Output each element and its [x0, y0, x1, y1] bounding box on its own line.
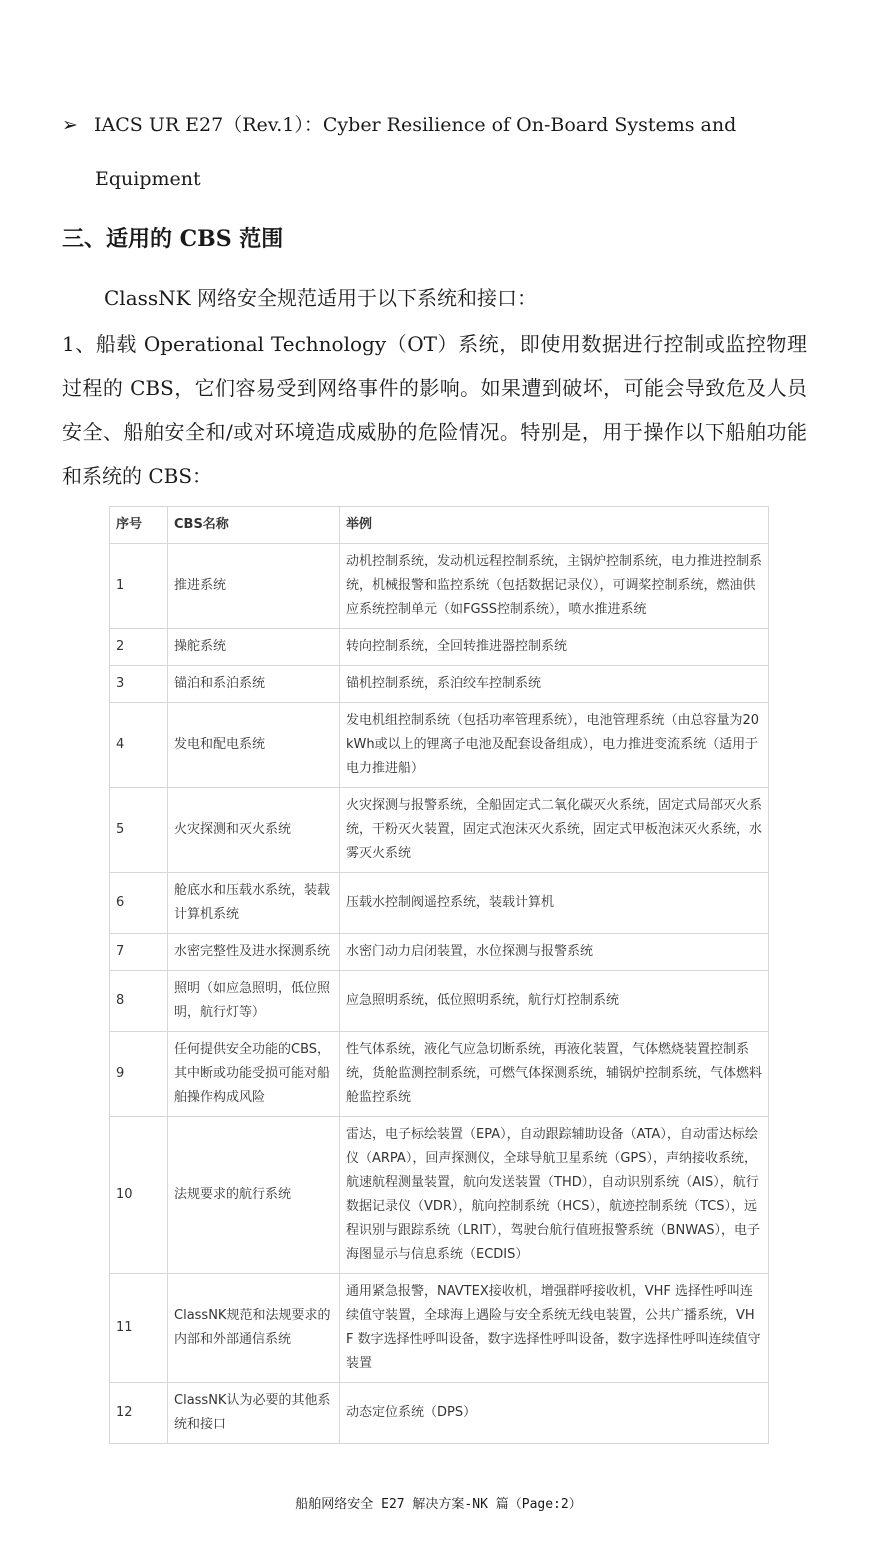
cell-example: 性气体系统，液化气应急切断系统，再液化装置，气体燃烧装置控制系统，货舱监测控制系统，可燃气体探测系统，辅锅炉控制系统，气体燃料舱监控系统: [340, 1032, 769, 1117]
table-header-row: [110, 507, 769, 544]
cell-name: 锚泊和系泊系统: [168, 666, 340, 703]
cell-example: 通用紧急报警，NAVTEX接收机，增强群呼接收机，VHF 选择性呼叫连续值守装置，全球海上遇险与安全系统无线电装置，公共广播系统，VHF 数字选择性呼叫设备，数字选择性呼叫设备，数字选择性呼叫连续值守装置: [340, 1274, 769, 1383]
cell-no: 2: [110, 629, 168, 666]
header-example: 举例: [340, 507, 769, 544]
cell-example: 火灾探测与报警系统，全船固定式二氧化碳灭火系统，固定式局部灭火系统，干粉灭火装置，固定式泡沫灭火系统，固定式甲板泡沫灭火系统，水雾灭火系统: [340, 788, 769, 873]
cell-no: 9: [110, 1032, 168, 1117]
table-row: [110, 971, 769, 1032]
table-row: [110, 629, 769, 666]
table-row: [110, 703, 769, 788]
cell-example: 动机控制系统，发动机远程控制系统，主锅炉控制系统，电力推进控制系统，机械报警和监控系统（包括数据记录仪），可调桨控制系统，燃油供应系统控制单元（如FGSS控制系统），喷水推进系统: [340, 544, 769, 629]
cell-name: 火灾探测和灭火系统: [168, 788, 340, 873]
table-row: [110, 1383, 769, 1444]
cell-no: 11: [110, 1274, 168, 1383]
table-row: [110, 788, 769, 873]
cell-no: 12: [110, 1383, 168, 1444]
table-row: [110, 1117, 769, 1274]
cell-name: 发电和配电系统: [168, 703, 340, 788]
table-row: [110, 544, 769, 629]
cell-name: 任何提供安全功能的CBS，其中断或功能受损可能对船舶操作构成风险: [168, 1032, 340, 1117]
cell-no: 8: [110, 971, 168, 1032]
cell-no: 1: [110, 544, 168, 629]
bullet-text: IACS UR E27（Rev.1）：Cyber Resilience of On-Board Systems and: [94, 114, 737, 136]
cell-no: 4: [110, 703, 168, 788]
header-name: CBS名称: [168, 507, 340, 544]
cell-no: 6: [110, 873, 168, 934]
cell-name: ClassNK规范和法规要求的内部和外部通信系统: [168, 1274, 340, 1383]
cell-example: 压载水控制阀遥控系统，装载计算机: [340, 873, 769, 934]
cbs-table: [109, 506, 769, 1444]
table-row: [110, 1274, 769, 1383]
cell-name: 推进系统: [168, 544, 340, 629]
cell-name: 法规要求的航行系统: [168, 1117, 340, 1274]
cell-example: 动态定位系统（DPS）: [340, 1383, 769, 1444]
cell-example: 应急照明系统，低位照明系统，航行灯控制系统: [340, 971, 769, 1032]
cell-name: 舱底水和压载水系统，装载计算机系统: [168, 873, 340, 934]
cell-no: 7: [110, 934, 168, 971]
cell-no: 3: [110, 666, 168, 703]
cell-no: 10: [110, 1117, 168, 1274]
bullet-item: [62, 110, 736, 137]
cell-no: 5: [110, 788, 168, 873]
table-row: [110, 666, 769, 703]
cell-name: 照明（如应急照明，低位照明，航行灯等）: [168, 971, 340, 1032]
body-paragraph: 1、船载 Operational Technology（OT）系统，即使用数据进行控制或监控物理过程的 CBS，它们容易受到网络事件的影响。如果遭到破坏，可能会导致危及人员安全、船舶安全和/或对环境造成威胁的危险情况。特别是，用于操作以下船舶功能和系统的 CBS：: [62, 332, 807, 488]
cell-example: 水密门动力启闭装置，水位探测与报警系统: [340, 934, 769, 971]
cell-example: 发电机组控制系统（包括功率管理系统），电池管理系统（由总容量为20kWh或以上的锂离子电池及配套设备组成），电力推进变流系统（适用于电力推进船）: [340, 703, 769, 788]
table-row: [110, 1032, 769, 1117]
bullet-text-continuation: Equipment: [95, 168, 201, 190]
cell-name: ClassNK认为必要的其他系统和接口: [168, 1383, 340, 1444]
cell-example: 转向控制系统，全回转推进器控制系统: [340, 629, 769, 666]
header-no: 序号: [110, 507, 168, 544]
cell-name: 操舵系统: [168, 629, 340, 666]
bullet-arrow-icon: ➢: [62, 114, 78, 136]
cell-example: 雷达，电子标绘装置（EPA），自动跟踪辅助设备（ATA），自动雷达标绘仪（ARPA），回声探测仪，全球导航卫星系统（GPS），声纳接收系统，航速航程测量装置，航向发送装置（THD），自动识别系统（AIS），航行数据记录仪（VDR），航向控制系统（HCS），航迹控制系统（TCS），远程识别与跟踪系统（LRIT），驾驶台航行值班报警系统（BNWAS），电子海图显示与信息系统（ECDIS）: [340, 1117, 769, 1274]
cell-name: 水密完整性及进水探测系统: [168, 934, 340, 971]
table-row: [110, 934, 769, 971]
section-heading: 三、适用的 CBS 范围: [62, 226, 284, 252]
table-row: [110, 873, 769, 934]
cell-example: 锚机控制系统，系泊绞车控制系统: [340, 666, 769, 703]
page-footer: 船舶网络安全 E27 解决方案-NK 篇（Page:2）: [295, 1497, 582, 1512]
intro-text: ClassNK 网络安全规范适用于以下系统和接口：: [104, 286, 537, 310]
